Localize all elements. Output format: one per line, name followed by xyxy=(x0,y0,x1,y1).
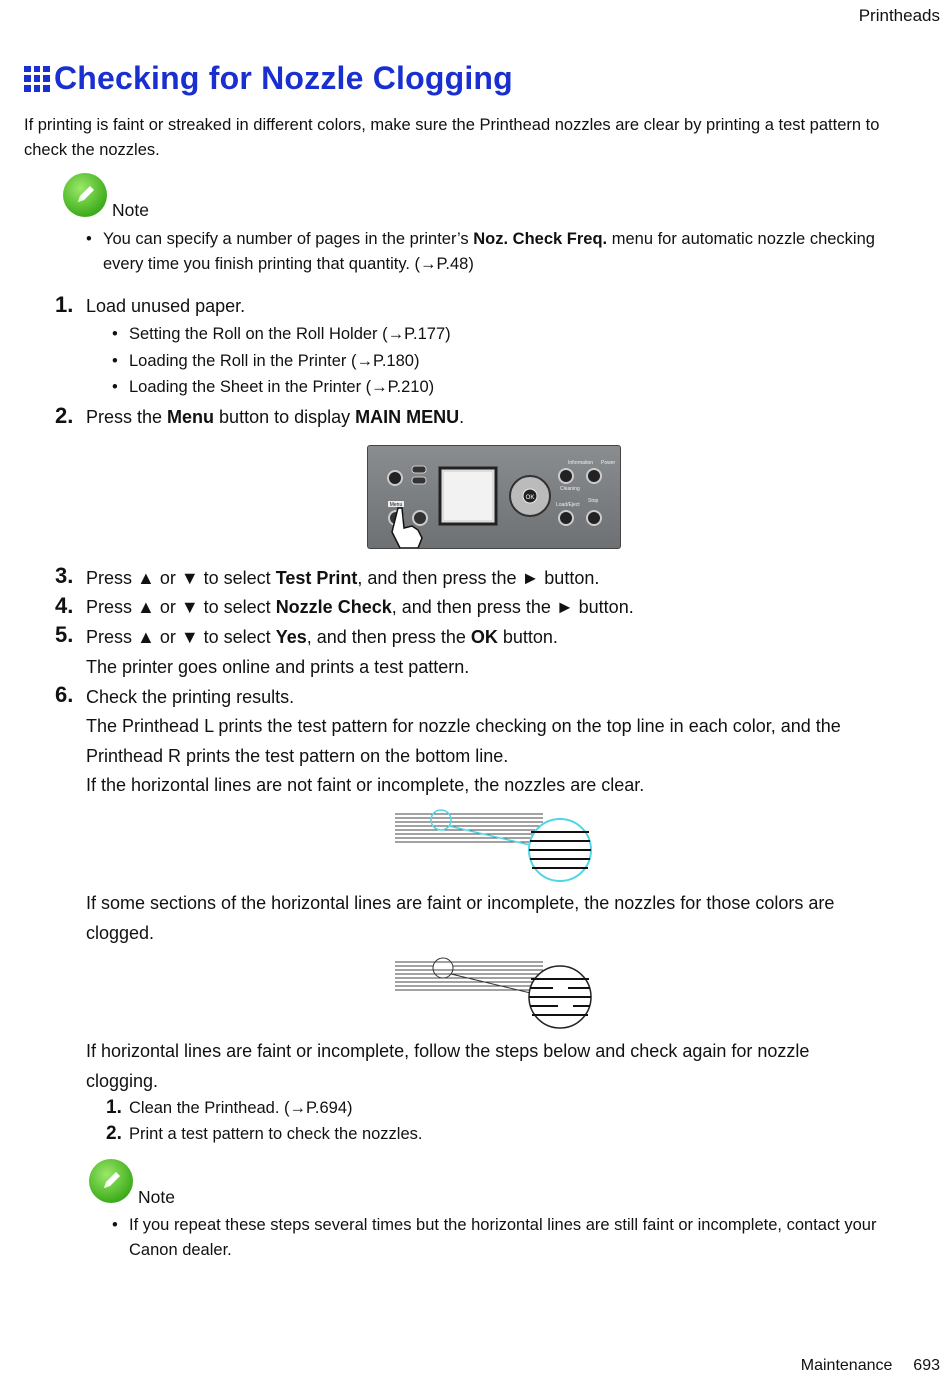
note-bullet-1: • You can specify a number of pages in the printer’s Noz. Check Freq. menu for automatic nozzle checking every time you finish printing that quantity. (→P.48) xyxy=(86,230,875,273)
control-panel-drawing xyxy=(368,446,620,548)
panel-power-label: Power xyxy=(601,460,616,466)
step-6-number: 6. xyxy=(55,682,74,707)
substep-1-text: Clean the Printhead. (→P.694) xyxy=(129,1099,353,1117)
substep-2-number: 2. xyxy=(106,1123,122,1144)
pencil-icon xyxy=(63,173,107,217)
panel-menu-label: Menu xyxy=(389,502,403,508)
step-5-extra: The printer goes online and prints a test pattern. xyxy=(86,657,470,677)
step-5-text: Press ▲ or ▼ to select Yes, and then press the OK button. xyxy=(86,627,558,647)
panel-stop-label: Stop xyxy=(588,498,599,504)
title-block xyxy=(24,60,513,97)
step-6-text: Check the printing results. xyxy=(86,687,295,707)
note-bullet-2: • If you repeat these steps several times but the horizontal lines are still faint or incomplete, contact your Canon dealer. xyxy=(112,1216,877,1259)
clogged-pattern-illustration xyxy=(393,956,598,1031)
clear-pattern-illustration xyxy=(393,808,598,883)
substep-1-number: 1. xyxy=(106,1097,122,1118)
step-1-sub-1[interactable]: • Setting the Roll on the Roll Holder (→P.177) xyxy=(112,325,451,343)
step-6-para-2: If the horizontal lines are not faint or incomplete, the nozzles are clear. xyxy=(86,775,645,795)
step-1-text: Load unused paper. xyxy=(86,296,246,316)
step-5-number: 5. xyxy=(55,622,74,647)
page-title: Checking for Nozzle Clogging xyxy=(54,60,513,96)
step-1-number: 1. xyxy=(55,292,74,317)
step-2-text: Press the Menu button to display MAIN MENU. xyxy=(86,407,465,427)
note-label-2: Note xyxy=(138,1187,175,1207)
panel-ok-label: OK xyxy=(525,495,535,501)
control-panel-illustration xyxy=(367,445,621,549)
running-header: Printheads xyxy=(858,6,940,25)
footer-section: Maintenance xyxy=(800,1357,893,1374)
step-6-para-4: If horizontal lines are faint or incomplete, follow the steps below and check again for nozzle clogging. xyxy=(86,1041,810,1091)
page-number: 693 xyxy=(913,1357,940,1374)
panel-load-eject-label: Load/Eject xyxy=(556,502,580,508)
step-4-number: 4. xyxy=(55,593,74,618)
step-1-sub-3[interactable]: • Loading the Sheet in the Printer (→P.210) xyxy=(112,378,435,396)
pencil-icon xyxy=(89,1159,133,1203)
step-4-text: Press ▲ or ▼ to select Nozzle Check, and then press the ► button. xyxy=(86,597,634,617)
grid-icon xyxy=(24,66,50,92)
step-3-number: 3. xyxy=(55,563,74,588)
intro-paragraph: If printing is faint or streaked in different colors, make sure the Printhead nozzles are clear by printing a test pattern to check the nozzles. xyxy=(24,116,880,159)
step-2-number: 2. xyxy=(55,403,74,428)
panel-information-label: Information xyxy=(568,460,594,466)
note-icon-1 xyxy=(63,173,107,217)
panel-cleaning-label: Cleaning xyxy=(560,486,580,492)
step-1-sub-2[interactable]: • Loading the Roll in the Printer (→P.180) xyxy=(112,352,420,370)
footer xyxy=(801,1357,940,1375)
step-3-text: Press ▲ or ▼ to select Test Print, and then press the ► button. xyxy=(86,568,600,588)
step-6-para-1: The Printhead L prints the test pattern for nozzle checking on the top line in each color, and the Printhead R prints the test pattern on the bottom line. xyxy=(86,716,841,766)
note-icon-2 xyxy=(89,1159,133,1203)
substep-2-text: Print a test pattern to check the nozzles. xyxy=(129,1125,423,1143)
note-label-1: Note xyxy=(112,200,149,220)
step-6-para-3: If some sections of the horizontal lines are faint or incomplete, the nozzles for those colors are clogged. xyxy=(86,893,835,943)
